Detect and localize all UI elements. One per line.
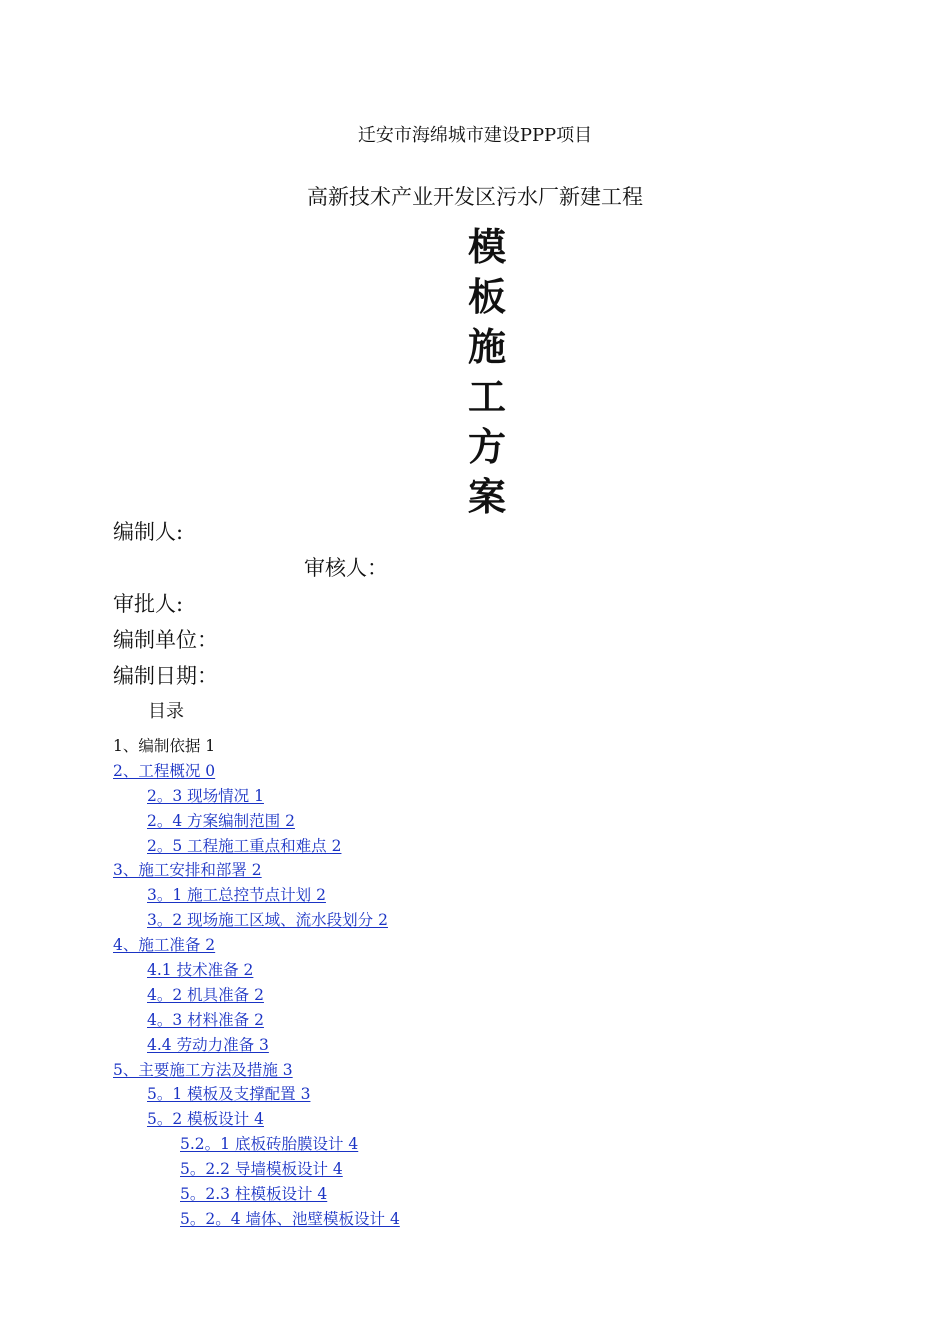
- toc-link[interactable]: 5。2。4 墙体、池壁模板设计 4: [180, 1209, 400, 1228]
- toc-link[interactable]: 5、主要施工方法及措施 3: [113, 1060, 293, 1079]
- document-title: [455, 222, 519, 522]
- toc-item[interactable]: [0, 933, 950, 958]
- document-title-char: 工: [467, 375, 506, 419]
- toc-link[interactable]: 4。2 机具准备 2: [147, 985, 264, 1004]
- toc-item[interactable]: [0, 834, 950, 859]
- toc-link[interactable]: 2。5 工程施工重点和难点 2: [147, 836, 342, 855]
- toc-item: [0, 734, 950, 759]
- document-title-char: 板: [467, 275, 506, 319]
- toc-item[interactable]: [0, 759, 950, 784]
- toc-item[interactable]: [0, 983, 950, 1008]
- toc-item[interactable]: [0, 784, 950, 809]
- compiling-date-label: 编制日期：: [113, 664, 218, 688]
- document-title-char: 案: [467, 475, 506, 519]
- toc-item[interactable]: [0, 1207, 950, 1232]
- toc-heading: 目录: [148, 701, 184, 722]
- toc-link[interactable]: 2、工程概况 0: [113, 761, 216, 780]
- document-title-char: 施: [467, 325, 506, 369]
- toc-item[interactable]: [0, 1058, 950, 1083]
- toc-item[interactable]: [0, 1132, 950, 1157]
- toc-item[interactable]: [0, 1008, 950, 1033]
- document-title-char: 方: [467, 425, 506, 469]
- toc-link[interactable]: 4、施工准备 2: [113, 936, 216, 955]
- toc-item[interactable]: [0, 1182, 950, 1207]
- reviewer-label: 审核人：: [304, 556, 388, 580]
- engineering-title: 高新技术产业开发区污水厂新建工程: [307, 185, 643, 209]
- document-title-char: 模: [467, 225, 506, 269]
- compiler-label: 编制人:: [113, 520, 184, 544]
- toc-item[interactable]: [0, 809, 950, 834]
- toc-link[interactable]: 4.4 劳动力准备 3: [147, 1035, 269, 1054]
- toc-link[interactable]: 2。4 方案编制范围 2: [147, 811, 295, 830]
- toc-link[interactable]: 5.2。1 底板砖胎膜设计 4: [180, 1135, 359, 1154]
- toc-link[interactable]: 3。1 施工总控节点计划 2: [147, 886, 326, 905]
- toc-item[interactable]: [0, 858, 950, 883]
- compiling-unit-label: 编制单位：: [113, 628, 218, 652]
- approver-label: 审批人:: [113, 592, 184, 616]
- toc-link[interactable]: 4.1 技术准备 2: [147, 961, 254, 980]
- table-of-contents: [0, 734, 950, 1232]
- toc-link[interactable]: 5。1 模板及支撑配置 3: [147, 1085, 311, 1104]
- toc-item[interactable]: [0, 1107, 950, 1132]
- toc-text: 1、编制依据 1: [113, 737, 216, 755]
- toc-item[interactable]: [0, 958, 950, 983]
- toc-item[interactable]: [0, 1033, 950, 1058]
- toc-link[interactable]: 5。2.2 导墙模板设计 4: [180, 1160, 343, 1179]
- toc-link[interactable]: 5。2.3 柱模板设计 4: [180, 1185, 328, 1204]
- toc-link[interactable]: 5。2 模板设计 4: [147, 1110, 264, 1129]
- toc-item[interactable]: [0, 883, 950, 908]
- toc-item[interactable]: [0, 1082, 950, 1107]
- toc-link[interactable]: 2。3 现场情况 1: [147, 786, 264, 805]
- toc-link[interactable]: 4。3 材料准备 2: [147, 1010, 264, 1029]
- toc-link[interactable]: 3。2 现场施工区域、流水段划分 2: [147, 911, 388, 930]
- toc-link[interactable]: 3、施工安排和部署 2: [113, 861, 262, 880]
- toc-item[interactable]: [0, 1157, 950, 1182]
- toc-item[interactable]: [0, 908, 950, 933]
- project-line: 迁安市海绵城市建设PPP项目: [357, 125, 593, 146]
